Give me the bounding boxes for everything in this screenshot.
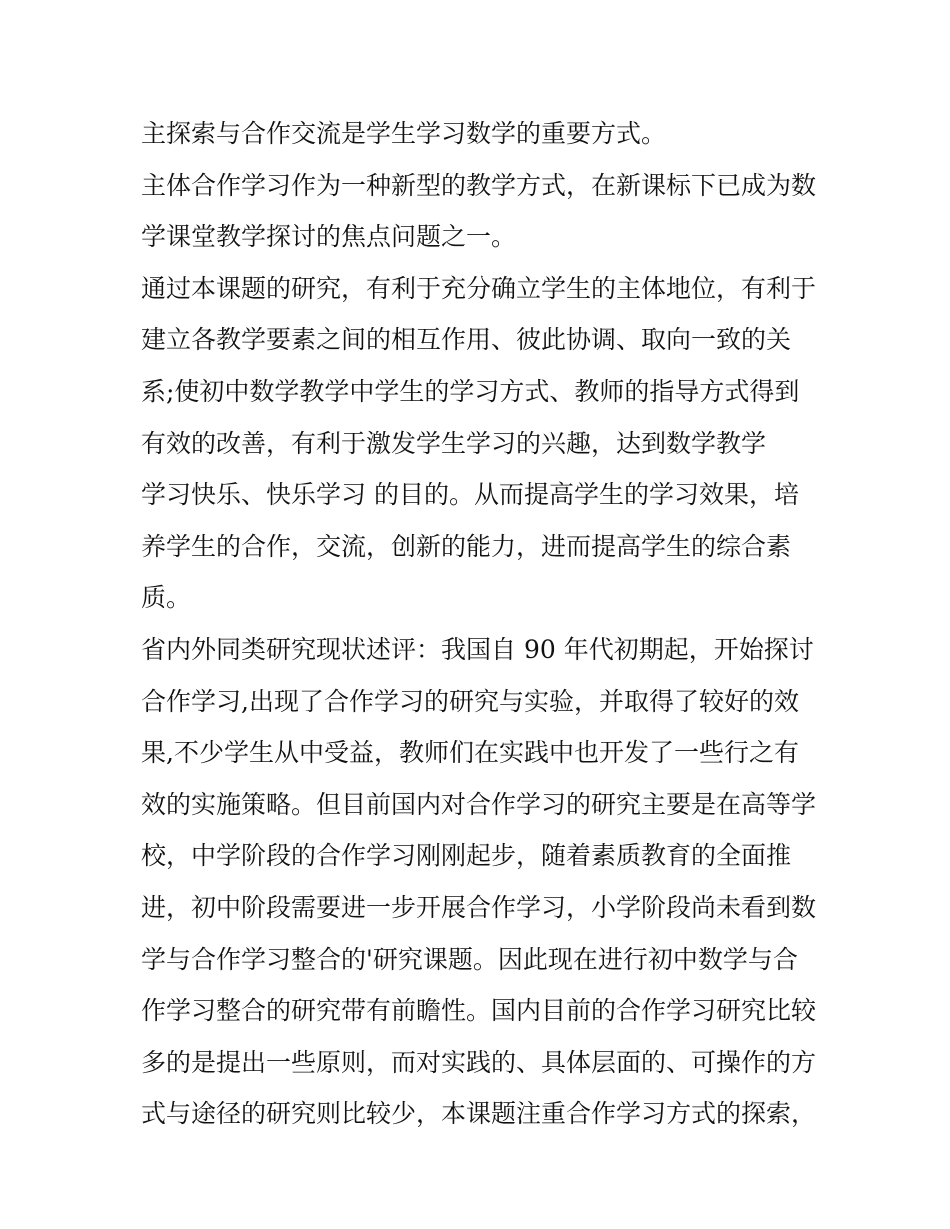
text-line: 学与合作学习整合的'研究课题。因此现在进行初中数学与合 [141,944,798,974]
text-line: 主探索与合作交流是学生学习数学的重要方式。 [141,119,667,148]
text-line: 养学生的合作，交流，创新的能力，进而提高学生的综合素 [141,531,792,561]
text-line: 果,不少学生从中受益，教师们在实践中也开发了一些行之有 [141,738,799,768]
text-line: 学习快乐、快乐学习 的目的。从而提高学生的学习效果，培 [141,480,799,510]
text-line: 建立各教学要素之间的相互作用、彼此协调、取向一致的关 [141,325,792,355]
text-line: 进，初中阶段需要进一步开展合作学习，小学阶段尚未看到数 [141,892,817,922]
text-line: 系;使初中数学教学中学生的学习方式、教师的指导方式得到 [141,376,800,406]
text-line: 式与途径的研究则比较少，本课题注重合作学习方式的探索， [141,1099,817,1129]
text-line: 合作学习,出现了合作学习的研究与实验，并取得了较好的效 [141,686,799,716]
text-line: 作学习整合的研究带有前瞻性。国内目前的合作学习研究比较 [141,996,817,1026]
text-line: 通过本课题的研究，有利于充分确立学生的主体地位，有利于 [141,273,817,303]
text-line: 有效的改善，有利于激发学生学习的兴趣，达到数学教学 [141,428,767,458]
text-line: 效的实施策略。但目前国内对合作学习的研究主要是在高等学 [141,789,817,819]
text-line: 质。 [141,583,192,613]
text-line: 主体合作学习作为一种新型的教学方式，在新课标下已成为数 [141,170,817,200]
text-line: 校，中学阶段的合作学习刚刚起步，随着素质教育的全面推 [141,841,792,871]
text-line: 学课堂教学探讨的焦点问题之一。 [141,222,517,252]
body-text [141,108,821,1140]
text-line: 省内外同类研究现状述评：我国自 90 年代初期起，开始探讨 [141,634,814,664]
text-line: 多的是提出一些原则，而对实践的、具体层面的、可操作的方 [141,1047,817,1077]
